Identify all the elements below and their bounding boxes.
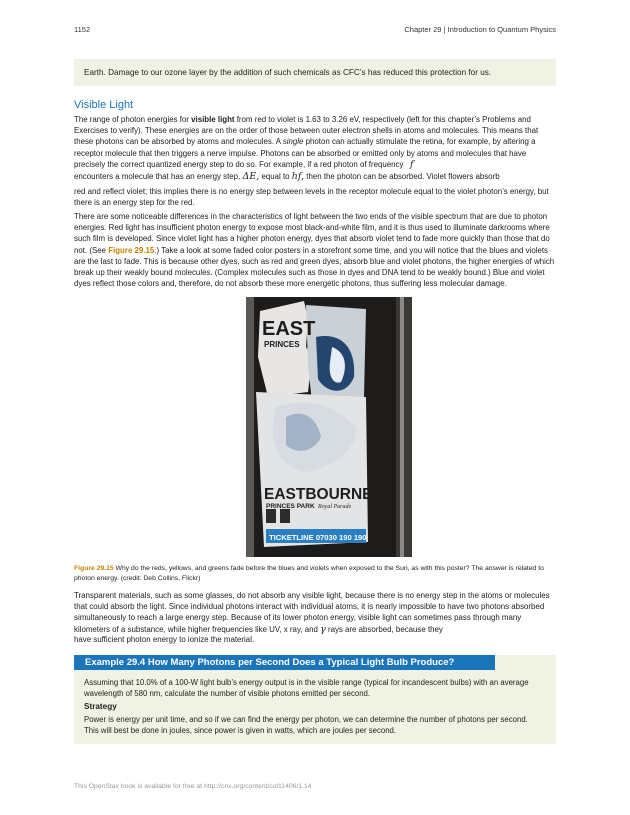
p3-text-a: Transparent materials, such as some glasses, do not absorb any visible light, because there is no energy step in the atoms or molecules that could absorb the light. Since individual photons interact with individual atoms, it is nearly impossible to have two photons absorbed simultaneously to reach a large energy step. Because of its lower photon energy, visible light can sometimes pass through many kilometers of a substance, while higher frequencies like UV, x ray, and: [74, 591, 550, 634]
chapter-header: Chapter 29 | Introduction to Quantum Physics: [404, 25, 556, 34]
p1-text-d: encounters a molecule that has an energy step,: [74, 172, 243, 181]
faded-poster-photo: [246, 297, 412, 557]
paragraph-visible-light-1: [74, 114, 556, 170]
p2-text-b: .) Take a look at some faded color posters in a storefront some time, and you will notice that the blues and violets are the last to fade. This is because other dyes, such as red and green dyes, absorb blue and violet photons, the higher energies of which break up their weakly bound molecules. (Complex molecules such as those in dyes and DNA tend to be weakly bound.) Blue and violet dyes reflect those colors and, therefore, do not absorb these more energetic photons, thus suffering less molecular damage.: [74, 245, 555, 289]
p1-text-c: photon can actually stimulate the retina, for example, by altering a receptor molecule that then triggers a nerve impulse. Photons can be absorbed or emitted only by atoms and molecules that have precisely the correct quantized energy step to do so. For example, if a red photon of frequency: [74, 137, 536, 169]
poster-top-sub: PRINCES: [264, 340, 300, 349]
poster-date-box: [266, 509, 276, 523]
poster-top-word: EAST: [262, 318, 316, 340]
left-frame: [246, 297, 254, 557]
figure-link[interactable]: Figure 29.15: [108, 245, 155, 255]
p3-text-b: rays are absorbed, because they: [325, 624, 443, 634]
poster-phone: TICKETLINE 07030 190 190: [269, 533, 367, 542]
poster-sub-line: PRINCES PARK: [266, 503, 315, 510]
example-title: Example 29.4 How Many Photons per Second Does a Typical Light Bulb Produce?: [74, 655, 495, 670]
callout-box: [74, 59, 556, 86]
paragraph-visible-light-1-end: [74, 186, 556, 208]
p1-text-g: then the photon can be absorbed. Violet flowers absorb: [304, 172, 500, 181]
example-problem: Assuming that 10.0% of a 100-W light bulb’s energy output is in the visible range (typical for incandescent bulbs) with an average wavelength of 580 nm, calculate the number of visible photons emitted per second.: [84, 678, 529, 698]
strategy-heading: Strategy: [84, 702, 117, 711]
poster-date-box-2: [280, 509, 290, 523]
p1-text-e: equal to: [259, 172, 292, 181]
paragraph-visible-light-2: [74, 211, 556, 289]
figure-caption: [74, 564, 556, 583]
p1-italic: single: [282, 137, 304, 147]
page-number: 1152: [74, 25, 91, 34]
math-f: f: [409, 158, 414, 170]
poster-top-sheet: [258, 301, 312, 397]
math-gamma: γ: [320, 623, 326, 635]
poster-sub-line-2: Royal Parade: [318, 504, 352, 510]
p2-text-a: There are some noticeable differences in the characteristics of light between the two ends of the visible spectrum that are due to photon energies. Red light has insufficient photon energy to expose most black-and-white film, and it is thus used to illuminate darkrooms where such film is developed. Since violet light has a higher photon energy, dyes that absorb violet tend to fade more quickly than those that do not. (See: [74, 212, 550, 255]
p3-text-c: have sufficient photon energy to ionize the material.: [74, 635, 255, 644]
p1-text-a: The range of photon energies for: [74, 115, 192, 124]
p1-text-b: from red to violet is 1.63 to 3.26 eV, respectively (left for this chapter’s Problems and Exercises to verify). These energies are on the order of those between outer electron shells in atoms and molecules. This means that these photons can be absorbed by atoms and molecules. A: [74, 115, 539, 147]
poster-main-word: EASTBOURNE: [264, 486, 373, 503]
frame-highlight: [400, 297, 404, 557]
math-hf: hf,: [291, 171, 305, 182]
p1-text-h: red and reflect violet; this implies there is no energy step between levels in the receptor molecule equal to the violet photon’s energy, but there is an energy step for the red.: [74, 187, 549, 208]
paragraph-transparent-materials-end: [74, 634, 556, 645]
paragraph-visible-light-1-cont: [74, 171, 556, 182]
figure-caption-text: Why do the reds, yellows, and greens fade before the blues and violets when exposed to the Sun, as with this poster? The answer is related to photon energy. (credit: Deb Collins, Flickr): [74, 565, 544, 582]
poster-illustration: [246, 297, 412, 557]
section-title: Visible Light: [74, 99, 134, 111]
page-footer: This OpenStax book is available for free at http://cnx.org/content/col11406/1.14: [74, 783, 312, 790]
p1-bold-term: visible light: [191, 115, 235, 124]
math-delta-e: ΔE,: [242, 171, 260, 182]
figure-label: Figure 29.15: [74, 565, 114, 572]
paragraph-transparent-materials: [74, 590, 556, 635]
strategy-text: Power is energy per unit time, and so if we can find the energy per photon, we can determine the number of photons per second. This will best be done in joules, since power is given in watts, which are joules per second.: [84, 715, 528, 735]
callout-text: Earth. Damage to our ozone layer by the addition of such chemicals as CFC’s has reduced this protection for us.: [84, 68, 492, 77]
